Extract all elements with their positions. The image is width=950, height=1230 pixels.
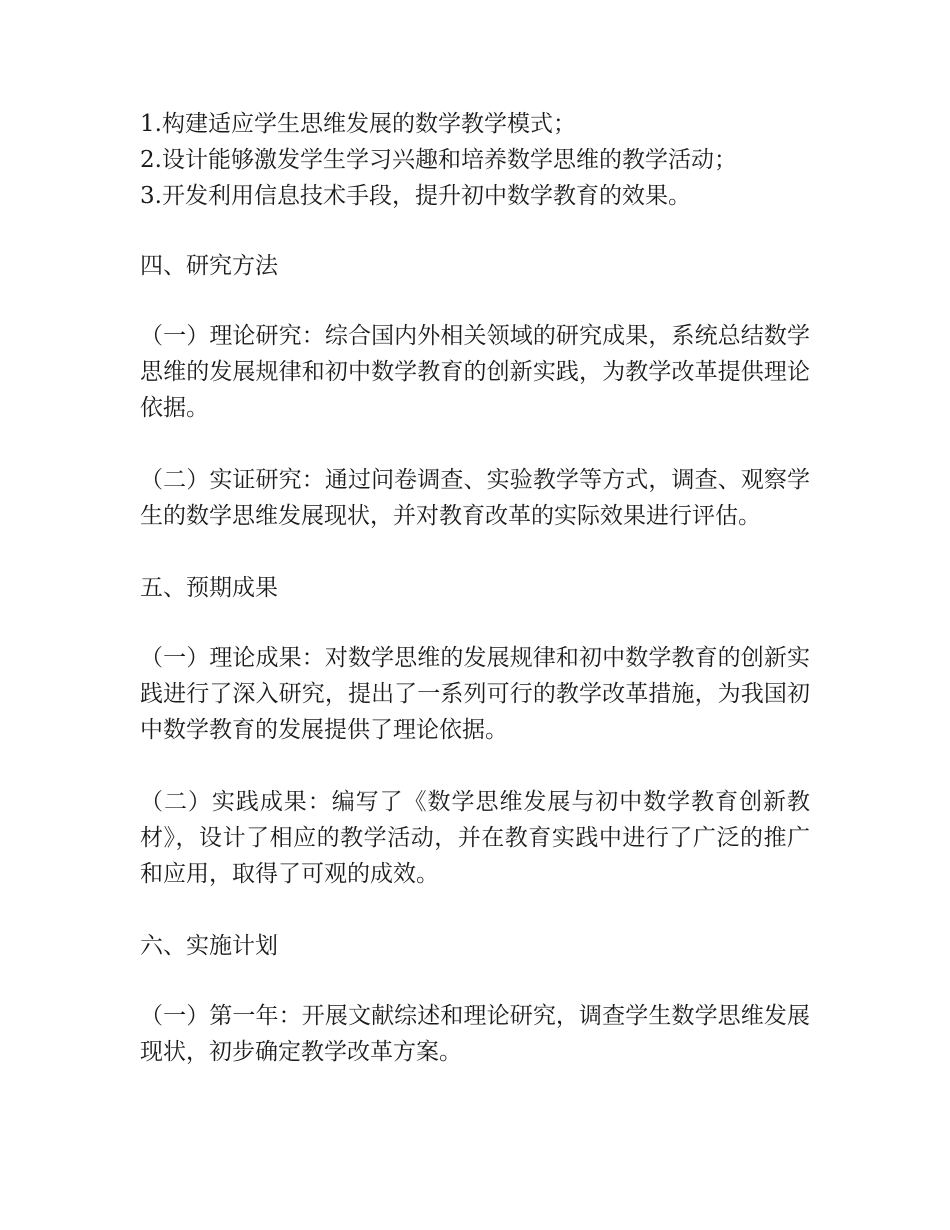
paragraph-theory-research: （一）理论研究：综合国内外相关领域的研究成果，系统总结数学思维的发展规律和初中数学教育的创新实践，为教学改革提供理论依据。: [140, 323, 810, 421]
paragraph-first-year: （一）第一年：开展文献综述和理论研究，调查学生数学思维发展现状，初步确定教学改革方案。: [140, 1003, 810, 1065]
goal-item-2: 2.设计能够激发学生学习兴趣和培养数学思维的教学活动；: [140, 147, 737, 173]
section-research-methods: [140, 248, 810, 570]
paragraph-practice-results: （二）实践成果：编写了《数学思维发展与初中数学教育创新教材》，设计了相应的教学活动，并在教育实践中进行了广泛的推广和应用，取得了可观的成效。: [140, 789, 810, 887]
section-heading-implementation-plan: 六、实施计划: [140, 933, 278, 959]
section-heading-research-methods: 四、研究方法: [140, 253, 278, 279]
paragraph-empirical-research: （二）实证研究：通过问卷调查、实验教学等方式，调查、观察学生的数学思维发展现状，并对教育改革的实际效果进行评估。: [140, 467, 810, 529]
section-expected-results: [140, 570, 810, 928]
goal-item-1: 1.构建适应学生思维发展的数学教学模式；: [140, 111, 576, 137]
section-heading-expected-results: 五、预期成果: [140, 575, 278, 601]
paragraph-theory-results: （一）理论成果：对数学思维的发展规律和初中数学教育的创新实践进行了深入研究，提出了一系列可行的教学改革措施，为我国初中数学教育的发展提供了理论依据。: [140, 645, 810, 743]
goals-list: [140, 106, 810, 214]
section-implementation-plan: [140, 928, 810, 1070]
goal-item-3: 3.开发利用信息技术手段，提升初中数学教育的效果。: [140, 183, 691, 209]
